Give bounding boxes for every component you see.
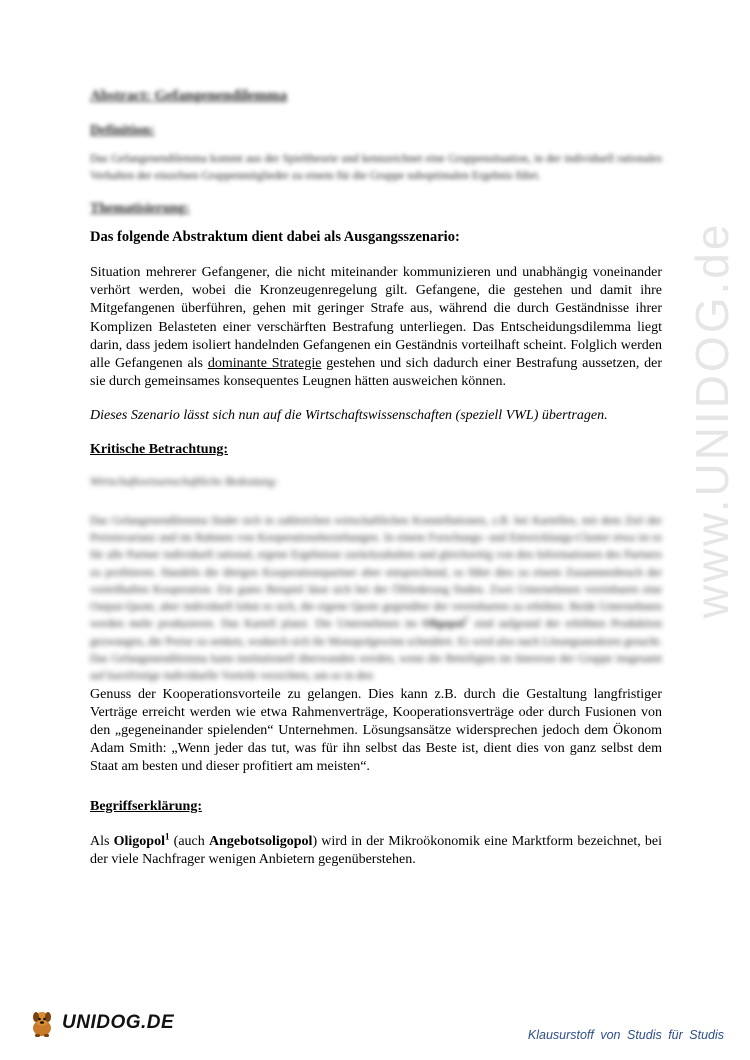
begriff-heading: Begriffserklärung: — [90, 798, 202, 814]
dominant-strategy-link[interactable]: dominante Strategie — [207, 356, 322, 372]
watermark-text: www.UNIDOG.de — [686, 221, 738, 619]
scenario-text-part1: Situation mehrerer Gefangener, die nicht miteinander kommunizieren und unabhängig voneinander verhört werden, wobei die Kronzeugenregelung gilt. Gefangene, die gestehen und damit ihre Mitgefangenen überführen, gehen mit geringer Strafe aus, während die durch Geständnisse ihrer Komplizen Belasteten einer verschärften Bestrafung unterliegen. Das Entscheidungsdilemma liegt darin, dass jedem isoliert handelnden Gefangenen ein Geständnis vorteilhaft scheint. Folglich werden alle Gefangenen als — [90, 265, 662, 372]
document-content — [90, 88, 662, 869]
blurred-paragraph — [90, 513, 662, 686]
scenario-italic-note: Dieses Szenario lässt sich nun auf die Wirtschaftswissenschaften (speziell VWL) übertragen. — [90, 408, 608, 424]
definition-heading: Definition: — [90, 123, 155, 138]
begriff-text: ) wird in der Mikroökonomik eine Marktform bezeichnet, bei der viele Nachfrager wenigen Anbietern gegenüberstehen. — [90, 833, 662, 867]
blurred-text-part1: Das Gefangenendilemma findet sich in zahlreichen wirtschaftlichen Konstellationen, z.B. bei Kartellen, mit dem Ziel der Preisinvarianz und im Rahmen von Kooperationsbeziehungen. In einem Forschungs- und Entwicklungs-Cluster etwa ist es für alle Partner individuell rational, eigene Ergebnisse zurückzuhalten und gleichzeitig von den Informationen des Partners zu profitieren. Handeln die übrigen Kooperationspartner aber entsprechend, so führt dies zu einem Zusammenbruch der vorteilhaften Kooperation. Ein gutes Beispiel lässt sich bei der Ölförderung finden. Zwei Unternehmen vereinbaren eine Output-Quote, aber individuell lohnt es sich, die eigene Quote gegenüber der vereinbarten zu erhöhen. Beide Unternehmen werden mehr produzieren. Das Kartell platzt. Die Unternehmen im — [90, 514, 662, 631]
scenario-heading: Das folgende Abstraktum dient dabei als Ausgangsszenario: — [90, 229, 460, 245]
oligopol-term: Oligopol — [113, 833, 165, 849]
document-title: Abstract: Gefangenendilemma — [90, 88, 288, 104]
scenario-text-part2: gestehen und sich dadurch einer Bestrafung aussetzen, der sie durch gemeinsames konsequentes Leugnen hätten ausweichen können. — [90, 356, 662, 390]
footnote-mark: 1 — [165, 830, 170, 841]
dog-mascot-icon — [28, 1008, 56, 1038]
begriff-paragraph — [90, 830, 662, 869]
angebotsoligopol-term: Angebotsoligopol — [208, 833, 313, 849]
clear-tail-paragraph: Genuss der Kooperationsvorteile zu gelangen. Dies kann z.B. durch die Gestaltung langfristiger Verträge erreicht werden wie etwa Rahmenverträge, Kooperationsverträge oder durch Fusionen von den „gegeneinander spielenden“ Unternehmen. Lösungsansätze widersprechen jedoch dem Ökonom Adam Smith: „Wenn jeder das tut, was für ihn selbst das Beste ist, dient dies von ganz selbst dem Staat am besten und dieser profitiert am meisten“. — [90, 686, 662, 775]
unidog-logo[interactable] — [28, 1008, 174, 1038]
definition-text: Das Gefangenendilemma kommt aus der Spieltheorie und kennzeichnet eine Gruppensituation, in der individuell rationales Verhalten der einzelnen Gruppenmitglieder zu einem für die Gruppe suboptimalen Ergebnis führt. — [90, 153, 662, 182]
scenario-paragraph — [90, 264, 662, 391]
begriff-mid: (auch — [169, 833, 209, 849]
blurred-oligopol-term: Oligopol — [422, 618, 465, 631]
kritische-heading: Kritische Betrachtung: — [90, 441, 229, 457]
blurred-subheading: Wirtschaftswissenschaftliche Bedeutung: — [90, 475, 279, 488]
thematisierung-heading: Thematisierung: — [90, 201, 190, 216]
begriff-prefix: Als — [90, 833, 114, 849]
blurred-footnote-mark: 1 — [464, 614, 469, 625]
blurred-text-part2: sind aufgrund der erhöhten Produktion gezwungen, die Preise zu senken, wodurch sich ihr Monopolgewinn schmälert. Es wird also nach Lösungsansätzen gesucht. Das Gefangenendilemma kann institutionell überwunden werden, wenn die Beteiligten im Interesse der Gruppe insgesamt auf kurzfristige individuelle Vorteile verzichten, um so in den — [90, 618, 662, 683]
logo-text: UNIDOG.DE — [62, 1012, 175, 1033]
footer-tagline: Klausurstoff von Studis für Studis — [527, 1028, 724, 1042]
